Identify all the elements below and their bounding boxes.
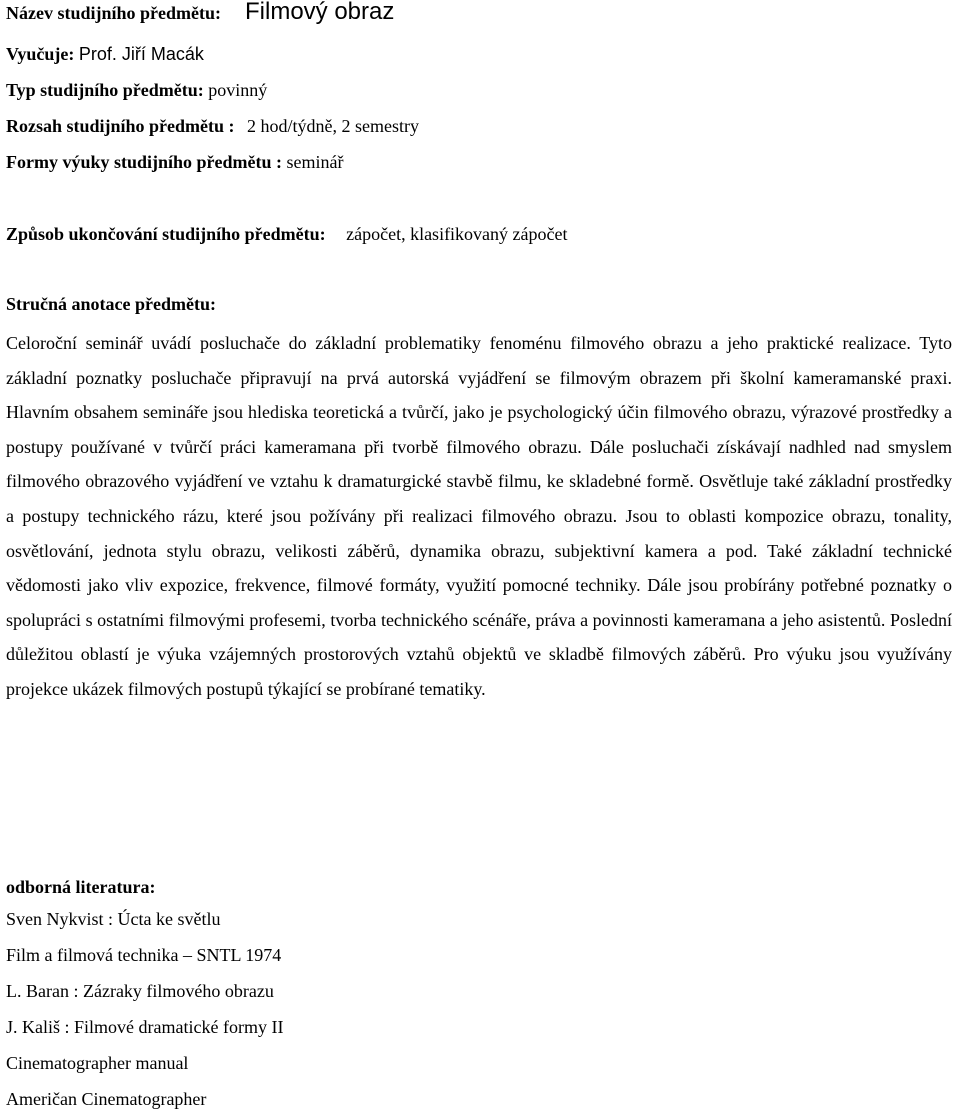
- literature-item: Film a filmová technika – SNTL 1974: [6, 945, 282, 965]
- course-scope-value: 2 hod/týdně, 2 semestry: [247, 116, 420, 136]
- course-type-label: Typ studijního předmětu:: [6, 80, 204, 100]
- literature-item: Sven Nykvist : Úcta ke světlu: [6, 909, 221, 929]
- course-type-row: [6, 78, 267, 102]
- literature-item: J. Kališ : Filmové dramatické formy II: [6, 1017, 284, 1037]
- literature-item: Američan Cinematographer: [6, 1089, 207, 1109]
- teacher-value: Prof. Jiří Macák: [78, 44, 204, 64]
- course-name-label: Název studijního předmětu:: [6, 3, 221, 23]
- completion-row: [6, 222, 568, 246]
- course-forms-label: Formy výuky studijního předmětu :: [6, 152, 283, 172]
- course-scope-label: Rozsah studijního předmětu :: [6, 116, 235, 136]
- course-forms-row: [6, 150, 344, 174]
- completion-value: zápočet, klasifikovaný zápočet: [346, 224, 568, 244]
- literature-item: L. Baran : Zázraky filmového obrazu: [6, 981, 274, 1001]
- course-type-value: povinný: [208, 80, 268, 100]
- literature-heading: odborná literatura:: [6, 877, 156, 897]
- course-name-row: [6, 0, 394, 25]
- completion-label: Způsob ukončování studijního předmětu:: [6, 224, 326, 244]
- literature-item: Cinematographer manual: [6, 1053, 189, 1073]
- annotation-heading: Stručná anotace předmětu:: [6, 294, 216, 314]
- annotation-text: Celoroční seminář uvádí posluchače do základní problematiky fenoménu filmového obrazu a jeho praktické realizace. Tyto základní poznatky posluchače připravují na prvá autorská vyjádření se filmovým obrazem při školní kameramanské praxi. Hlavním obsahem semináře jsou hlediska teoretická a tvůrčí, jako je psychologický účin filmového obrazu, výrazové prostředky a postupy používané v tvůrčí práci kameramana při tvorbě filmového obrazu. Dále posluchači získávají nadhled nad smyslem filmového obrazového vyjádření ve vztahu k dramaturgické stavbě filmu, ke skladebné formě. Osvětluje také základní prostředky a postupy technického rázu, které jsou požívány při realizaci filmového obrazu. Jsou to oblasti kompozice obrazu, tonality, osvětlování, jednota stylu obrazu, velikosti záběrů, dynamika obrazu, subjektivní kamera a pod. Také základní technické vědomosti jako vliv expozice, frekvence, filmové formáty, využití pomocné techniky. Dále jsou probírány potřebné poznatky o spolupráci s ostatními filmovými profesemi, tvorba technického scénáře, práva a povinnosti kameramana a jeho asistentů. Poslední důležitou oblastí je výuka vzájemných prostorových vztahů objektů ve skladbě filmových záběrů. Pro výuku jsou využívány projekce ukázek filmových postupů týkající se probírané tematiky.: [6, 333, 952, 699]
- teacher-row: [6, 42, 204, 66]
- course-name-value: Filmový obraz: [245, 0, 395, 25]
- course-forms-value: seminář: [286, 152, 344, 172]
- course-scope-row: [6, 114, 419, 138]
- teacher-label: Vyučuje:: [6, 44, 75, 64]
